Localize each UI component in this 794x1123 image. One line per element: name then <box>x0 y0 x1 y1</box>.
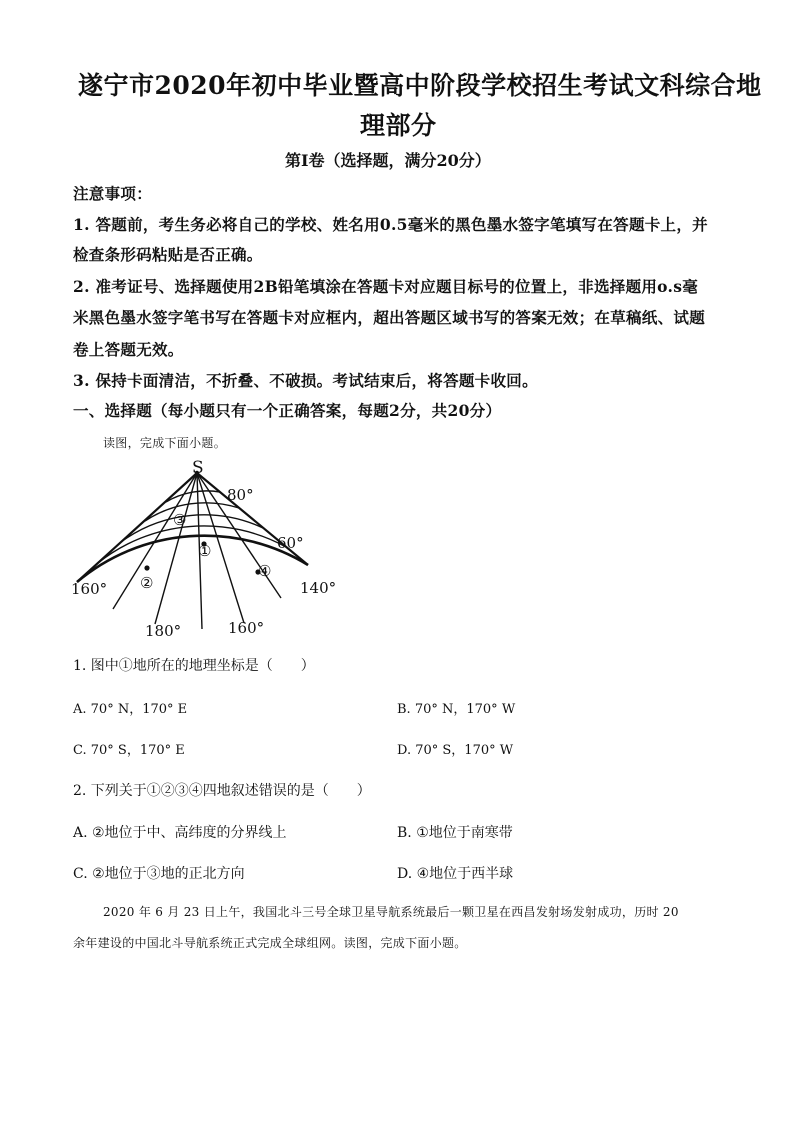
map-lat-label-60: 60° <box>277 534 304 552</box>
map-lon-label-140: 140° <box>300 579 337 597</box>
map-lon-label-160-left: 160° <box>71 580 108 598</box>
polar-map-figure <box>70 458 340 643</box>
passage-line2: 余年建设的中国北斗导航系统正式完成全球组网。读图，完成下面小题。 <box>73 936 467 950</box>
question-2-option-a: A. ②地位于中、高纬度的分界线上 <box>73 825 287 841</box>
question-2-stem: 2. 下列关于①②③④四地叙述错误的是（ ） <box>73 783 371 799</box>
question-1-stem: 1. 图中①地所在的地理坐标是（ ） <box>73 658 315 674</box>
page-title-line2: 理部分 <box>360 111 437 140</box>
passage-line1: 2020 年 6 月 23 日上午，我国北斗三号全球卫星导航系统最后一颗卫星在西昌发射场发射成功，历时 20 <box>103 905 679 919</box>
notice-item2-line3: 卷上答题无效。 <box>73 340 184 359</box>
map-point-1-label: ① <box>198 542 212 560</box>
question-1-option-d: D. 70° S，170° W <box>397 743 514 758</box>
map-point-2-label: ② <box>140 574 154 592</box>
page-title-line1: 遂宁市2020年初中毕业暨高中阶段学校招生考试文科综合地 <box>78 71 762 100</box>
question-1-option-a: A. 70° N，170° E <box>73 702 188 717</box>
map-lon-label-160-right: 160° <box>228 619 265 637</box>
question-2-option-c: C. ②地位于③地的正北方向 <box>73 866 245 882</box>
notice-heading: 注意事项： <box>73 184 153 203</box>
section1-heading: 一、选择题（每小题只有一个正确答案，每题2分，共20分） <box>73 401 502 420</box>
map-point-4-label: ④ <box>258 562 272 580</box>
notice-item1-line2: 检查条形码粘贴是否正确。 <box>73 245 263 264</box>
question-2-option-b: B. ①地位于南寒带 <box>397 825 513 841</box>
page-subtitle: 第Ⅰ卷（选择题，满分20分） <box>285 151 491 170</box>
question-2-option-d: D. ④地位于西半球 <box>397 866 514 882</box>
notice-item2-line1: 2. 准考证号、选择题使用2B铅笔填涂在答题卡对应题目标号的位置上，非选择题用o.s毫 <box>73 277 699 296</box>
section1-intro: 读图，完成下面小题。 <box>103 436 227 450</box>
notice-item1-line1: 1. 答题前，考生务必将自己的学校、姓名用0.5毫米的黑色墨水签字笔填写在答题卡上，并 <box>73 215 708 234</box>
map-lat-label-80: 80° <box>227 486 254 504</box>
notice-item3: 3. 保持卡面清洁，不折叠、不破损。考试结束后，将答题卡收回。 <box>73 371 538 390</box>
notice-item2-line2: 米黑色墨水签字笔书写在答题卡对应框内，超出答题区域书写的答案无效；在草稿纸、试题 <box>73 308 706 327</box>
map-pole-label: S <box>192 458 204 478</box>
map-point-3-label: ③ <box>173 511 187 529</box>
question-1-option-c: C. 70° S，170° E <box>73 743 185 758</box>
map-outer-boundary <box>77 536 308 582</box>
question-1-option-b: B. 70° N，170° W <box>397 702 516 717</box>
map-lon-label-180: 180° <box>145 622 182 640</box>
